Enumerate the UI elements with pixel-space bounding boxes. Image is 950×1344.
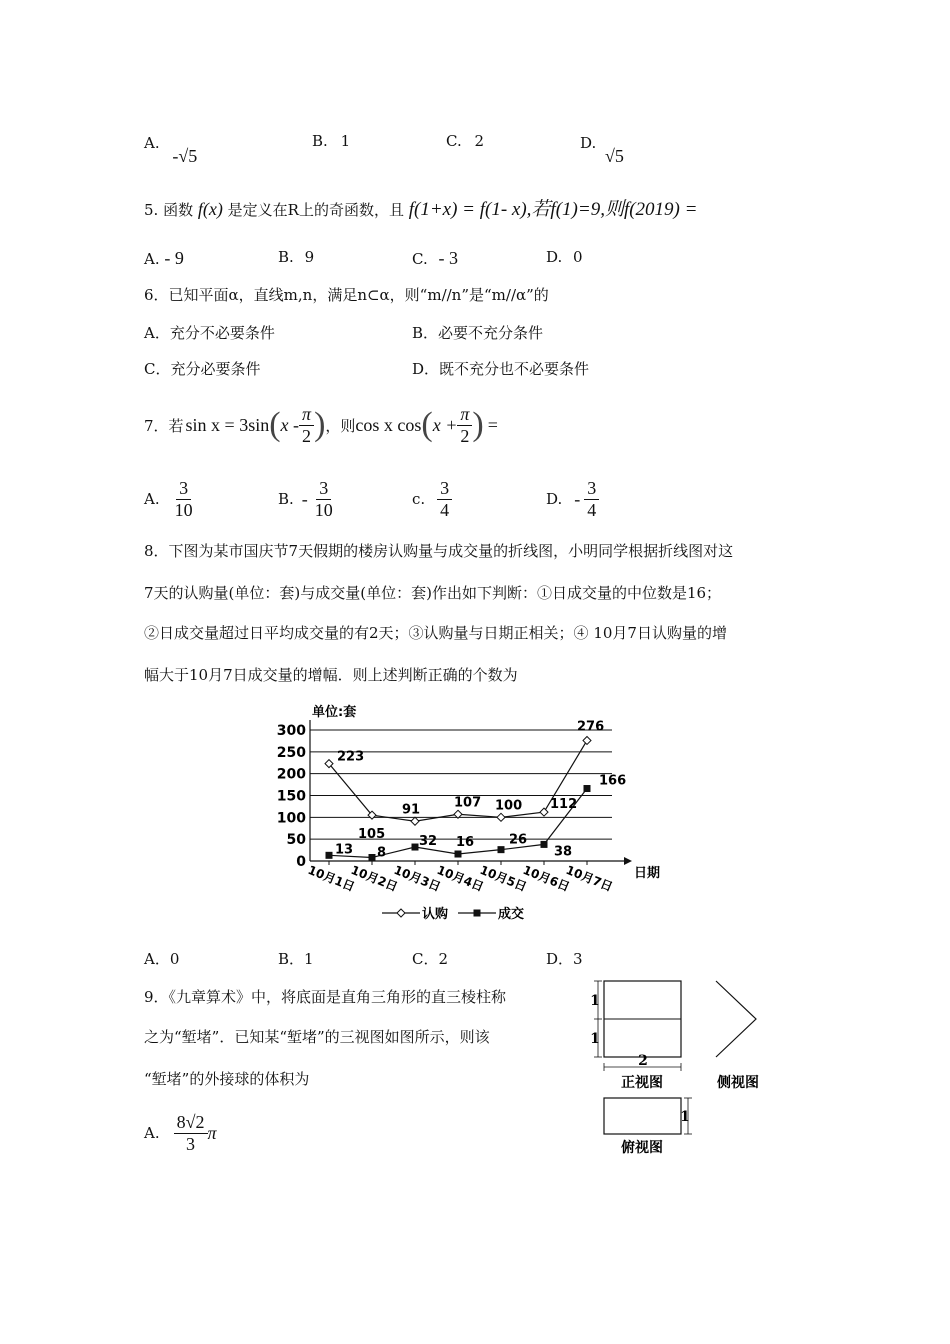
subscribe-data-label: 105: [358, 827, 386, 843]
q7-option-a: [144, 478, 196, 520]
q4-option-a: [144, 132, 198, 166]
deal-data-label: 38: [554, 844, 573, 860]
q8-option-c: C．2: [412, 950, 449, 968]
deal-point: [326, 852, 333, 859]
legend-marker-deal: [474, 910, 481, 917]
q9-line-2: 之为“堑堵”．已知某“堑堵”的三视图如图所示，则该: [144, 1028, 490, 1046]
q7-option-b: B. - $\frac{3}{10}$: [278, 478, 336, 520]
q9-option-a: [144, 1112, 217, 1154]
y-tick-label: 200: [276, 766, 306, 783]
option-label: B.: [278, 490, 294, 509]
option-label: C.: [412, 250, 428, 268]
legend-label-subscribe: 认购: [422, 907, 449, 922]
q6-option-a: A．充分不必要条件: [144, 324, 275, 342]
y-axis-label: 单位:套: [312, 705, 357, 720]
option-value: 2: [474, 132, 485, 150]
subscribe-data-label: 91: [402, 802, 421, 818]
deal-data-label: 26: [509, 832, 528, 848]
side-view-triangle: [716, 981, 756, 1057]
subscribe-point: [497, 813, 505, 821]
y-tick-label: 100: [276, 810, 306, 827]
line-chart: [272, 700, 672, 928]
top-view-label: 俯视图: [621, 1140, 663, 1156]
option-value: - 3: [438, 248, 458, 268]
subscribe-data-label: 100: [495, 798, 523, 814]
fraction: $\frac{3}{10}$: [174, 478, 193, 520]
paren: (: [421, 406, 433, 444]
option-value: - 9: [164, 248, 184, 268]
formula: f(1+x) = f(1- x),若f(1)=9,则f(2019) =: [408, 199, 698, 220]
option-value: 9: [304, 248, 315, 266]
deal-point: [541, 841, 548, 848]
formula: x -: [280, 414, 300, 435]
q9-line-3: “堑堵”的外接球的体积为: [144, 1070, 310, 1088]
subscribe-data-label: 112: [550, 797, 578, 813]
q8-option-d: D．3: [546, 950, 583, 968]
x-tick-label: 10月3日: [391, 862, 443, 895]
dim-label: 1: [590, 1031, 600, 1047]
option-value: 0: [573, 248, 583, 266]
y-tick-label: 250: [276, 744, 306, 761]
option-label: A.: [144, 250, 160, 268]
y-tick-label: 300: [276, 723, 306, 739]
question-number: 5.: [144, 201, 159, 219]
stem-text: ，则: [325, 416, 356, 435]
option-label: B.: [312, 132, 328, 150]
q4-option-c: [446, 132, 484, 150]
subscribe-data-label: 223: [337, 749, 365, 765]
top-view-rect: [604, 1098, 681, 1134]
x-tick-label: 10月5日: [477, 862, 529, 895]
stem-text: 是定义在R上的奇函数，且: [227, 201, 404, 219]
formula: f(x): [197, 199, 223, 219]
dim-label: 1: [590, 993, 600, 1009]
q8-option-a: A．0: [144, 950, 180, 968]
option-value: -√5: [172, 146, 198, 166]
q6-option-b: B．必要不充分条件: [412, 324, 544, 342]
q4-option-d: [580, 132, 624, 166]
x-axis-label: 日期: [634, 866, 661, 881]
q7-option-c: [412, 478, 452, 520]
x-axis-arrow: [624, 857, 632, 865]
question-number: 7．若: [144, 416, 184, 435]
formula: sin x = 3sin: [185, 414, 270, 435]
paren: ): [472, 406, 484, 444]
legend-marker-subscribe: [397, 909, 405, 917]
paren: ): [314, 406, 326, 444]
deal-data-label: 32: [419, 834, 438, 850]
front-view-label: 正视图: [621, 1075, 663, 1091]
x-tick-label: 10月4日: [434, 862, 486, 895]
option-label: D.: [546, 490, 563, 509]
deal-point: [498, 846, 505, 853]
y-tick-label: 50: [286, 832, 306, 849]
paren: (: [269, 406, 281, 444]
q9-line-1: 9．《九章算术》中，将底面是直角三角形的直三棱柱称: [144, 988, 507, 1006]
subscribe-point: [583, 736, 591, 744]
stem-text: 函数: [163, 201, 194, 219]
option-label: A.: [144, 134, 160, 152]
option-label: A.: [144, 1124, 160, 1143]
deal-point: [584, 785, 591, 792]
formula: =: [487, 414, 498, 435]
pi-symbol: π: [207, 1122, 217, 1143]
fraction: $\frac{3}{10}$: [314, 478, 333, 520]
q6-stem: 6．已知平面α，直线m,n，满足n⊂α，则“m//n”是“m//α”的: [144, 286, 549, 304]
q5-option-d: [546, 248, 583, 266]
subscribe-point: [411, 817, 419, 825]
three-view-figure: [588, 974, 778, 1164]
deal-point: [455, 851, 462, 858]
subscribe-data-label: 107: [454, 795, 482, 811]
deal-data-label: 16: [456, 835, 475, 851]
option-label: C.: [446, 132, 462, 150]
pi-over-2: $\frac{\pi}{2}$: [299, 404, 314, 446]
x-tick-label: 10月1日: [305, 862, 357, 895]
q8-line-2: 7天的认购量(单位：套)与成交量(单位：套)作出如下判断：①日成交量的中位数是16；: [144, 584, 722, 602]
deal-point: [412, 844, 419, 851]
option-label: c.: [412, 490, 426, 509]
q7-option-d: D. - $\frac{3}{4}$: [546, 478, 599, 520]
x-tick-label: 10月2日: [348, 862, 400, 895]
q8-line-3: ②日成交量超过日平均成交量的有2天；③认购量与日期正相关；④ 10月7日认购量的增: [144, 624, 727, 642]
side-view-label: 侧视图: [717, 1075, 759, 1091]
x-tick-label: 10月6日: [520, 862, 572, 895]
deal-data-label: 13: [335, 842, 354, 858]
option-label: D.: [580, 134, 597, 152]
option-value: √5: [605, 146, 624, 166]
y-tick-label: 0: [296, 854, 306, 870]
q8-option-b: B．1: [278, 950, 314, 968]
option-value: 1: [340, 132, 351, 150]
option-label: A.: [144, 490, 160, 509]
deal-data-label: 166: [599, 773, 627, 789]
q5-option-b: [278, 248, 314, 266]
formula: x +: [432, 414, 458, 435]
q8-line-1: 8．下图为某市国庆节7天假期的楼房认购量与成交量的折线图，小明同学根据折线图对这: [144, 542, 734, 560]
q5-option-c: [412, 248, 458, 269]
deal-data-label: 8: [377, 845, 387, 861]
pi-over-2: $\frac{\pi}{2}$: [457, 404, 472, 446]
q6-option-c: C．充分必要条件: [144, 360, 261, 378]
option-label: B.: [278, 248, 294, 266]
fraction: $\frac{3}{4}$: [584, 478, 599, 520]
fraction: $\frac{3}{4}$: [437, 478, 452, 520]
q5-stem: [144, 194, 697, 221]
q4-option-b: [312, 132, 350, 150]
q6-option-d: D．既不充分也不必要条件: [412, 360, 590, 378]
subscribe-point: [540, 808, 548, 816]
x-tick-label: 10月7日: [563, 862, 615, 895]
deal-point: [369, 854, 376, 861]
dim-label: 1: [680, 1109, 690, 1125]
q8-line-4: 幅大于10月7日成交量的增幅．则上述判断正确的个数为: [144, 666, 518, 684]
dim-label: 2: [638, 1053, 648, 1069]
q7-stem: [144, 404, 498, 446]
q5-option-a: [144, 248, 184, 269]
formula: cos x cos: [355, 414, 422, 435]
legend-label-deal: 成交: [498, 907, 525, 922]
fraction: $\frac{8√2}{3}$: [174, 1112, 208, 1154]
y-tick-label: 150: [276, 788, 306, 805]
subscribe-data-label: 276: [577, 719, 605, 735]
option-label: D.: [546, 248, 563, 266]
